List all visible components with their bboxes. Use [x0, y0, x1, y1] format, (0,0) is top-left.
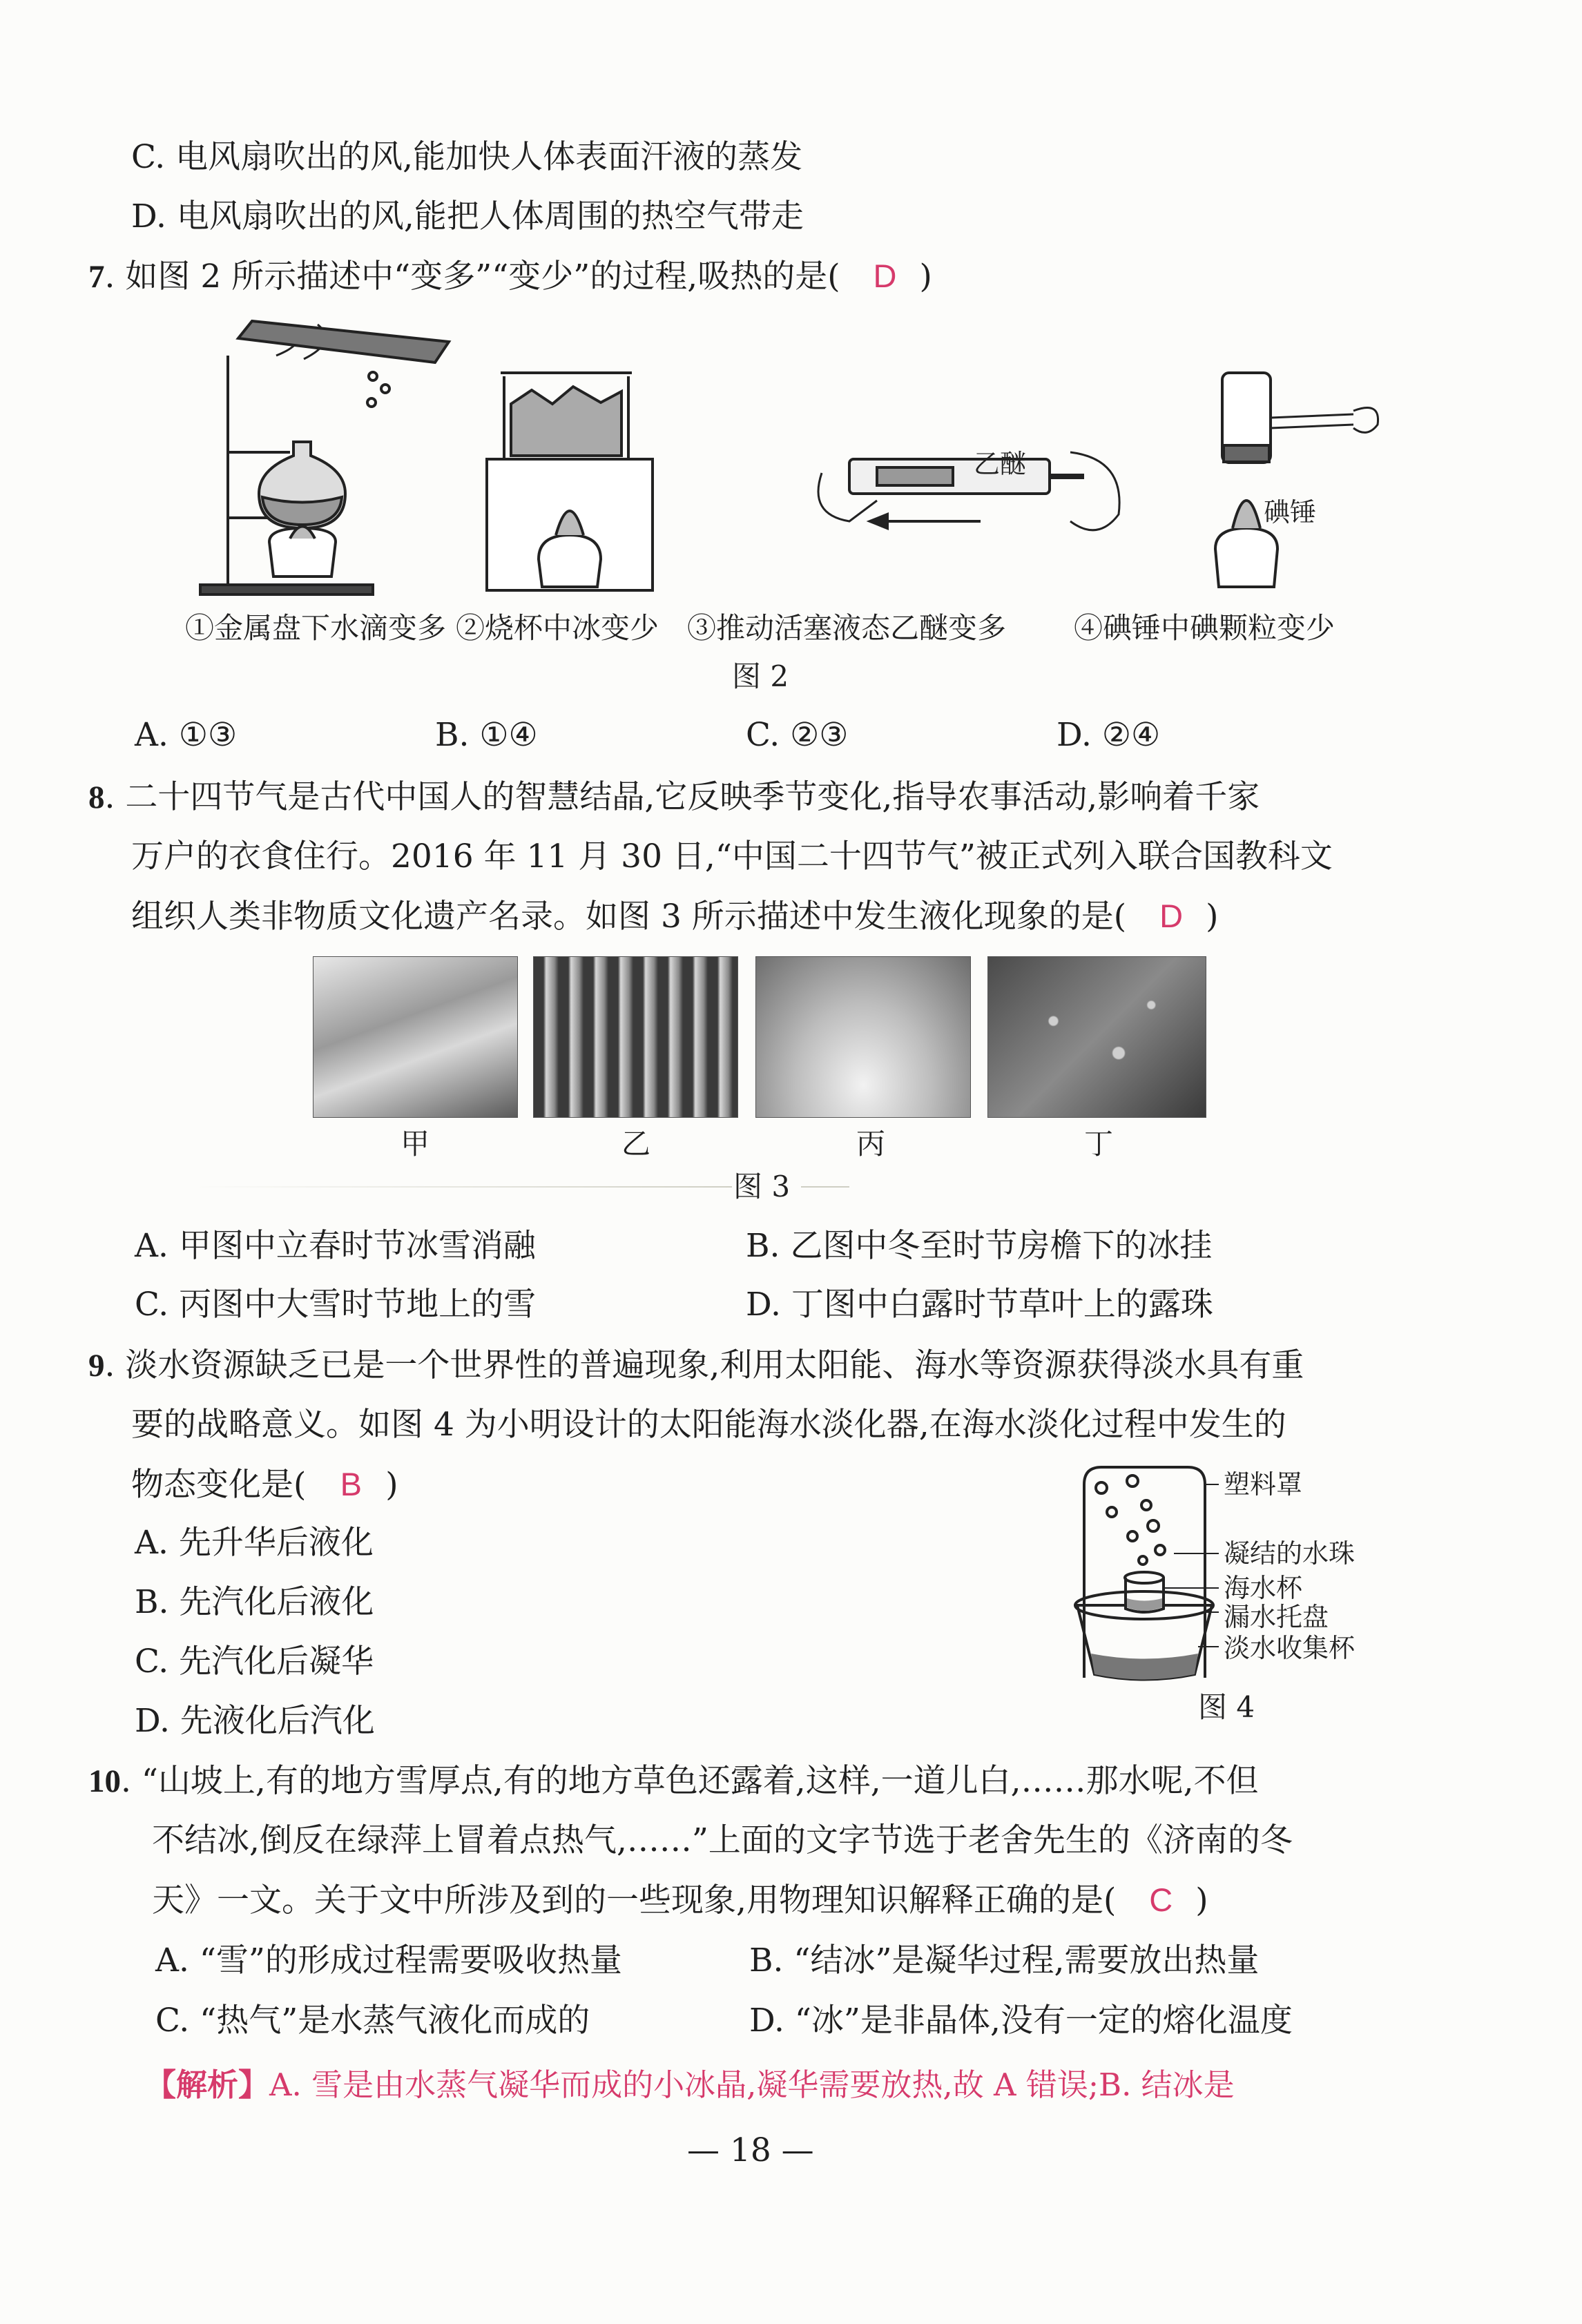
q8-option-c: C. 丙图中大雪时节地上的雪: [135, 1286, 537, 1324]
iodine-label: 碘锤: [1264, 497, 1317, 527]
q8-close: ): [1206, 898, 1219, 936]
label-leak-tray: 漏水托盘: [1224, 1602, 1329, 1632]
ice-cubes: [511, 387, 621, 456]
label-fresh-water-cup: 淡水收集杯: [1224, 1633, 1356, 1663]
q8-text-1: . 二十四节气是古代中国人的智慧结晶,它反映季节变化,指导农事活动,影响着千家: [104, 778, 1260, 816]
q8-option-b: B. 乙图中冬至时节房檐下的冰挂: [746, 1227, 1213, 1265]
q7-option-a: A. ①③: [135, 716, 238, 754]
q7-stem-text: . 如图 2 所示描述中“变多”“变少”的过程,吸热的是(: [104, 258, 840, 296]
figure-4-desalinator: [1063, 1457, 1409, 1692]
q9-answer: B: [340, 1466, 362, 1502]
q10-close: ): [1195, 1881, 1208, 1919]
figure-2-label: 图 2: [732, 659, 789, 693]
q10-option-d: D. “冰”是非晶体,没有一定的熔化温度: [749, 2002, 1293, 2040]
q9-close: ): [385, 1466, 398, 1504]
metal-plate: [238, 321, 449, 362]
photo-label-ding: 丁: [1084, 1127, 1114, 1161]
q10-option-c: C. “热气”是水蒸气液化而成的: [155, 2002, 590, 2040]
figure-3-label: 图 3: [733, 1170, 791, 1203]
q6-option-d: D. 电风扇吹出的风,能把人体周围的热空气带走: [131, 197, 804, 235]
photo-label-jia: 甲: [401, 1127, 430, 1161]
page-number: — 18 —: [687, 2131, 814, 2169]
figure-2-drawings: [186, 314, 1388, 604]
q9-number: 9: [88, 1348, 105, 1384]
q9-line-3: [131, 1464, 398, 1506]
stand-base: [200, 585, 373, 594]
q9-line-2: 要的战略意义。如图 4 为小明设计的太阳能海水淡化器,在海水淡化过程中发生的: [131, 1406, 1286, 1444]
q8-text-3: 组织人类非物质文化遗产名录。如图 3 所示描述中发生液化现象的是(: [131, 898, 1127, 936]
fig2-caption-4: ④碘锤中碘颗粒变少: [1074, 611, 1335, 645]
label-plastic-cover: 塑料罩: [1224, 1469, 1303, 1500]
photo-ding-dew: [987, 956, 1206, 1118]
q9-text-1: . 淡水资源缺乏已是一个世界性的普遍现象,利用太阳能、海水等资源获得淡水具有重: [104, 1346, 1304, 1384]
q8-line-3: [131, 895, 1218, 938]
right-hand: [1070, 452, 1119, 530]
q10-analysis: [145, 2064, 1235, 2106]
q7-option-b: B. ①④: [435, 716, 538, 754]
photo-bing-snow: [755, 956, 971, 1118]
q9-option-c: C. 先汽化后凝华: [135, 1643, 374, 1681]
photo-label-yi: 乙: [621, 1127, 651, 1161]
q7-stem: [88, 255, 932, 298]
label-water-droplets: 凝结的水珠: [1224, 1538, 1356, 1569]
q10-line-3: [152, 1879, 1208, 1921]
photo-jia-melting-ice: [313, 956, 518, 1118]
figure-4-label: 图 4: [1198, 1690, 1255, 1724]
photo-yi-icicles: [533, 956, 738, 1118]
fig3-rule-right: [801, 1186, 849, 1188]
q7-option-d: D. ②④: [1057, 716, 1161, 754]
q7-answer: D: [873, 258, 897, 294]
q10-line-1: [88, 1761, 1259, 1802]
analysis-tag: 【解析】: [145, 2066, 270, 2103]
fig2-caption-2: ②烧杯中冰变少: [456, 611, 659, 645]
q10-option-a: A. “雪”的形成过程需要吸收热量: [155, 1941, 622, 1979]
fig2-caption-1: ①金属盘下水滴变多: [185, 611, 447, 645]
q7-option-c: C. ②③: [746, 716, 849, 754]
photo-label-bing: 丙: [856, 1127, 886, 1161]
q10-answer: C: [1149, 1881, 1173, 1918]
q10-line-2: 不结冰,倒反在绿萍上冒着点热气,……”上面的文字节选于老舍先生的《济南的冬: [152, 1821, 1293, 1859]
q9-option-b: B. 先汽化后液化: [135, 1583, 374, 1621]
ether-label: 乙醚: [974, 449, 1027, 479]
q10-text-1: . “山坡上,有的地方雪厚点,有的地方草色还露着,这样,一道儿白,……那水呢,不但: [121, 1762, 1259, 1800]
q8-line-2: 万户的衣食住行。2016 年 11 月 30 日,“中国二十四节气”被正式列入联合国教科文: [131, 837, 1333, 875]
fig2-caption-3: ③推动活塞液态乙醚变多: [687, 611, 1007, 645]
fig3-rule-left: [193, 1186, 732, 1188]
q9-line-1: [88, 1345, 1304, 1386]
label-seawater-cup: 海水杯: [1224, 1573, 1303, 1603]
q8-line-1: [88, 777, 1260, 818]
analysis-text: A. 雪是由水蒸气凝华而成的小冰晶,凝华需要放热,故 A 错误;B. 结冰是: [269, 2066, 1235, 2103]
q7-number: 7: [88, 259, 105, 295]
q9-option-d: D. 先液化后汽化: [135, 1702, 375, 1740]
q9-text-3: 物态变化是(: [131, 1466, 307, 1504]
q8-answer: D: [1159, 898, 1184, 934]
q7-stem-close: ): [919, 258, 932, 296]
q8-number: 8: [88, 779, 105, 815]
q6-option-c: C. 电风扇吹出的风,能加快人体表面汗液的蒸发: [131, 138, 803, 176]
q8-option-d: D. 丁图中白露时节草叶上的露珠: [746, 1286, 1213, 1324]
q10-option-b: B. “结冰”是凝华过程,需要放出热量: [749, 1941, 1260, 1979]
q9-option-a: A. 先升华后液化: [135, 1524, 374, 1562]
q10-text-3: 天》一文。关于文中所涉及到的一些现象,用物理知识解释正确的是(: [152, 1881, 1117, 1919]
q10-number: 10: [88, 1763, 121, 1799]
q8-option-a: A. 甲图中立春时节冰雪消融: [135, 1227, 536, 1265]
